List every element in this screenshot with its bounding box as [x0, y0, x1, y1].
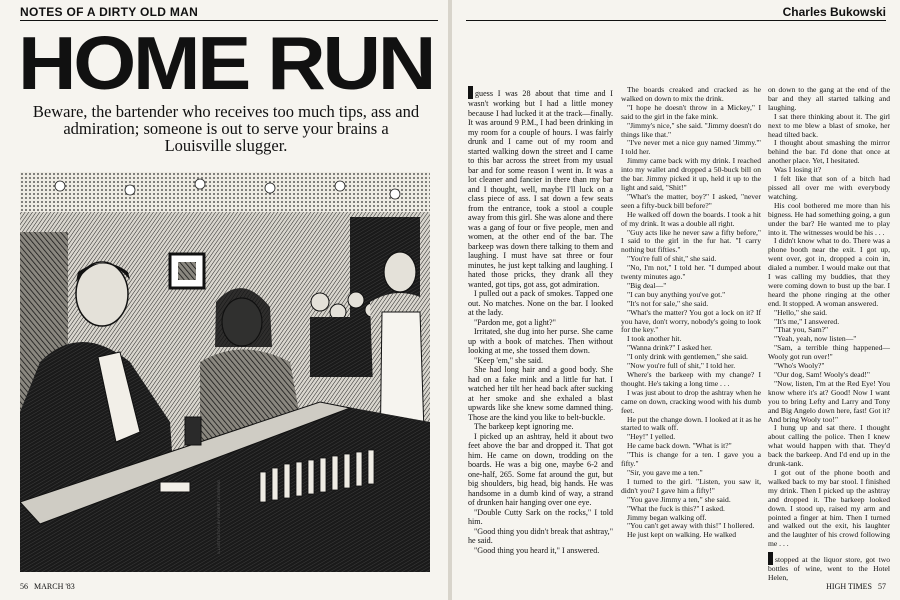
folio-left — [20, 582, 75, 591]
article-title: HOME RUN — [18, 21, 434, 105]
issue-date: MARCH '83 — [34, 582, 75, 591]
header-rule-right — [466, 20, 886, 21]
illustration-credit: ILLUSTRATION BY ROBERT LEVERING — [216, 480, 221, 554]
magazine-name: HIGH TIMES — [826, 582, 872, 591]
text-column-3: on down to the gang at the end of the bar and they all started talking and laughing. I sat there thinking about it. The girl next to me blew a blast of smoke, her head tilted back. I thought about smashing the mirror behind the bar. I'd done that once at another place. Yet, I hesitated. Was I losing it? I felt like that son of a bitch had pissed all over me with everybody watching. His cool bothered me more than his bigness. He had something going, a gun under the bar? He wanted me to play into it. The witnesses would be his . . . I didn't know what to do. There was a phone booth near the exit. I got up, went over, got in, dropped a coin in, dialed a number. I would make out that I was calling my buddies, that they were coming down to bust up the bar. I heard the phone ringing at the other end. It stopped. A woman answered. "Hello," she said. "It's me," I answered. "That you, Sam?" "Yeah, yeah, now listen—" "Sam, a terrible thing happened—Wooly got run over!" "Who's Wooly?" "Our dog, Sam! Wooly's dead!" "Now, listen, I'm at the Red Eye! You know where it's at? Good! Now I want you to bring Lefty and Larry and Tony and Big Angelo down here, fast! Got it? And bring Wooly too!" I hung up and sat there. I thought about calling the police. Then I knew what would happen with that. They'd back the barkeep. And I'd end up in the drunk-tank. I got out of the phone booth and walked back to my bar stool. I finished my drink. Then I picked up the ashtray and dropped it. The barkeep looked down. I stood up, raised my arm and pointed a finger at him. Then I turned and walked out the exit, his laughter and the laughter of his crowd following me . . . stopped at the liquor store, got two bottles of wine, went to the Hotel Helen, — [768, 85, 890, 583]
folio-right — [826, 582, 886, 591]
page-number-right: 57 — [878, 582, 886, 591]
article-deck: Beware, the bartender who receives too much tips, ass and admiration; someone is out to serve your brains a Louisville slugger. — [32, 102, 420, 155]
left-page — [0, 0, 448, 600]
text-column-2: The boards creaked and cracked as he walked on down to mix the drink. "I hope he doesn't throw in a Mickey," I said to the girl in the fake mink. "Jimmy's nice," she said. "Jimmy doesn't do things like that." "I've never met a nice guy named 'Jimmy.'" I told her. Jimmy came back with my drink. I reached into my wallet and dropped a 50-buck bill on the bar. Jimmy picked it up, held it up to the light and said, "Shit!" "What's the matter, boy?" I asked, "never seen a fifty-buck bill before?" He walked off down the boards. I took a hit of my drink. It was a double all right. "Guy acts like he never saw a fifty before," I said to the girl in the fur hat. "I carry nothing but fifties." "You're full of shit," she said. "No, I'm not," I told her. "I dumped about twenty minutes ago." "Big deal—" "I can buy anything you've got." "It's not for sale," she said. "What's the matter? You got a lock on it? If you have, don't worry, nobody's going to look for the key." I took another hit. "Wanna drink?" I asked her. "I only drink with gentlemen," she said. "Now you're full of shit," I told her. Where's the barkeep with my change? I thought. He's taking a long time . . . I was just about to drop the ashtray when he came on down, cracking wood with his dumb feet. He put the change down. I looked at it as he started to walk off. "Hey!" I yelled. He came back down. "What is it?" "This is change for a ten. I gave you a fifty." "Sir, you gave me a ten." I turned to the girl. "Listen, you saw it, didn't you? I gave him a fifty!" "You gave Jimmy a ten," she said. "What the fuck is this?" I asked. Jimmy began walking off. "You can't get away with this!" I hollered. He just kept on walking. He walked — [621, 85, 761, 540]
column-name: NOTES OF A DIRTY OLD MAN — [20, 5, 199, 19]
author-name: Charles Bukowski — [782, 5, 886, 19]
page-number: 56 — [20, 582, 28, 591]
illustration-svg — [20, 172, 430, 572]
bar-scene-illustration — [20, 172, 430, 572]
paragraph-mark-icon — [468, 86, 473, 99]
text-column-1: guess I was 28 about that time and I wasn't working but I had a little money because I had lucked it at the track—finally. It was around 9 P.M., I had been drinking in my room for a couple of hours. I was fairly drunk and I came out of my room and started walking down the street and I came to this bar across the street from my usual bar and for some reason I went in. It was a lot cleaner and fancier in there than my bar and I thought, well, maybe I'll luck on a class piece of ass. I sat down a few seats from the entrance, took a stool a couple away from this girl. She was alone and there was a gang of four or five people, men and women, at the other end of the bar. The barkeep was down there talking to them and laughing. I must have sat three or four minutes, he just kept talking and laughing. I hated those pricks, they drank all they wanted, got tips, got ass, got admiration. I pulled out a pack of smokes. Tapped one out. No matches. None on the bar. I looked at the lady. "Pardon me, got a light?" Irritated, she dug into her purse. She came up with a book of matches. Then without looking at me, she tossed them down. "Keep 'em," she said. She had long hair and a good body. She had on a fake mink and a little fur hat. I watched her tilt her head back after sucking at her smoke and she exhaled a blast upwards like she knew some damned thing. Those are the kind you like to belt-buckle. The barkeep kept ignoring me. I picked up an ashtray, held it about two feet above the bar and dropped it. That got him. He came on down, trodding on the boards. He was a big one, maybe 6-2 and one-half, 265. Some fat around the gut, but big shoulders, big head, big hands. He was handsome in a dumb kind of way, a strand of drunken hair hanging over one eye. "Double Cutty Sark on the rocks," I told him. "Good thing you didn't break that ashtray," he said. "Good thing you heard it," I answered. — [468, 86, 613, 555]
